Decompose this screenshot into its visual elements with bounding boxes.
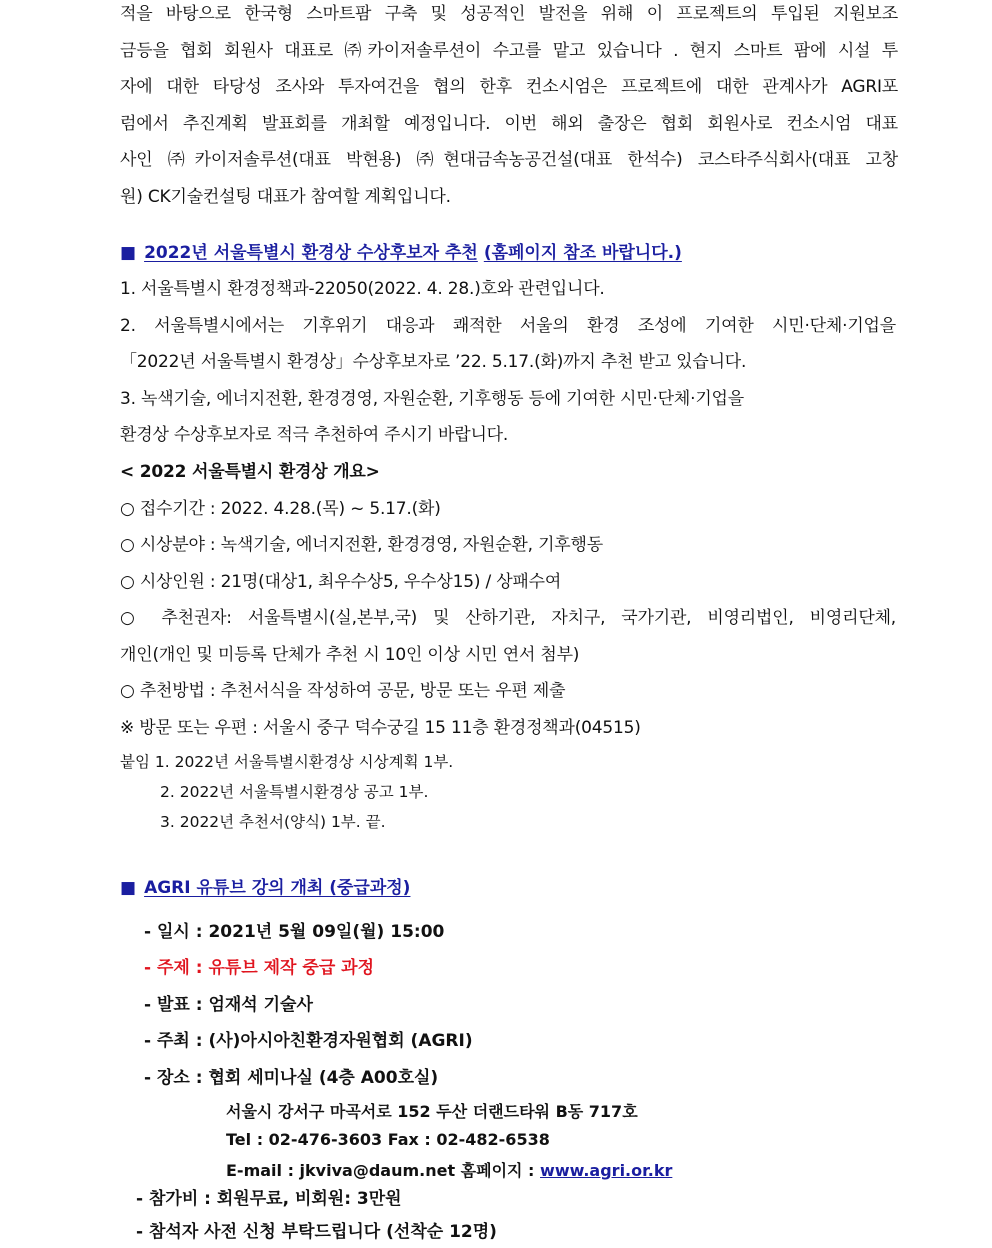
list-item: 2. 서울특별시에서는 기후위기 대응과 쾌적한 서울의 환경 조성에 기여한 시민·단체·기업을 [120, 316, 896, 336]
list-item: 3. 녹색기술, 에너지전환, 환경경영, 자원순환, 기후행동 등에 기여한 시민·단체·기업을 [120, 389, 744, 409]
overview-item: ○ 접수기간 : 2022. 4.28.(목) ~ 5.17.(화) [120, 499, 441, 519]
list-item: 환경상 수상후보자로 적극 추천하여 주시기 바랍니다. [120, 425, 509, 445]
section-heading-youtube-lecture [120, 873, 410, 898]
intro-line: 적을 바탕으로 한국형 스마트팜 구축 및 성공적인 발전을 위해 이 프로젝트의 투입된 지원보조 [120, 4, 898, 24]
venue-address: 서울시 강서구 마곡서로 152 두산 더랜드타워 B동 717호 [226, 1102, 638, 1121]
attachment-item: 3. 2022년 추천서(양식) 1부. 끝. [160, 813, 386, 831]
contact-tel-fax: Tel : 02-476-3603 Fax : 02-482-6538 [226, 1130, 550, 1149]
intro-line: 럼에서 추진계획 발표회를 개최할 예정입니다. 이번 해외 출장은 협회 회원사로 컨소시엄 대표 [120, 113, 898, 134]
list-item: 1. 서울특별시 환경정책과-22050(2022. 4. 28.)호와 관련입니다. [120, 279, 605, 299]
section-note: (홈페이지 참조 바랍니다.) [483, 243, 682, 263]
attachment-item: 2. 2022년 서울특별시환경상 공고 1부. [160, 783, 429, 801]
intro-line: 사인 ㈜카이저솔루션(대표 박현용) ㈜현대금속농공건설(대표 한석수) 코스타주식회사(대표 고창 [120, 150, 898, 171]
section-title: AGRI 유튜브 강의 개최 (중급과정) [144, 878, 411, 898]
contact-email-homepage [226, 1158, 672, 1181]
square-bullet-icon: ■ [120, 243, 137, 263]
event-registration-request: - 참석자 사전 신청 부탁드립니다 (선착순 12명) [136, 1222, 497, 1242]
intro-line: 원) CK기술컨설팅 대표가 참여할 계획입니다. [120, 186, 451, 207]
overview-item: 개인(개인 및 미등록 단체가 추천 시 10인 이상 시민 연서 첨부) [120, 645, 580, 665]
intro-line: 금등을 협회 회원사 대표로 ㈜카이저솔루션이 수고를 맡고 있습니다 . 현지 스마트 팜에 시설 투 [120, 40, 898, 61]
event-venue: - 장소 : 협회 세미나실 (4층 A00호실) [144, 1068, 439, 1088]
square-bullet-icon: ■ [120, 878, 137, 898]
event-host: - 주최 : (사)아시아친환경자원협회 (AGRI) [144, 1031, 473, 1051]
list-item: 「2022년 서울특별시 환경상」수상후보자로 ’22. 5.17.(화)까지 추천 받고 있습니다. [120, 352, 747, 372]
overview-item: ○ 추천권자: 서울특별시(실,본부,국) 및 산하기관, 자치구, 국가기관, 비영리법인, 비영리단체, [120, 608, 896, 628]
intro-paragraph [120, 0, 898, 216]
event-date: - 일시 : 2021년 5월 09일(월) 15:00 [144, 922, 445, 942]
event-fee: - 참가비 : 회원무료, 비회원: 3만원 [136, 1189, 402, 1209]
email-text: E-mail : jkviva@daum.net 홈페이지 : [226, 1161, 541, 1180]
overview-item: ○ 시상분야 : 녹색기술, 에너지전환, 환경경영, 자원순환, 기후행동 [120, 535, 603, 555]
section-title: 2022년 서울특별시 환경상 수상후보자 추천 [144, 243, 478, 263]
section-heading-seoul-award [120, 238, 682, 263]
overview-item: ○ 추천방법 : 추천서식을 작성하여 공문, 방문 또는 우편 제출 [120, 681, 566, 701]
overview-item: ※ 방문 또는 우편 : 서울시 중구 덕수궁길 15 11층 환경정책과(04515) [120, 718, 641, 738]
overview-item: ○ 시상인원 : 21명(대상1, 최우수상5, 우수상15) / 상패수여 [120, 572, 562, 592]
overview-title: < 2022 서울특별시 환경상 개요> [120, 462, 380, 482]
attachment-item: 붙임 1. 2022년 서울특별시환경상 시상계획 1부. [120, 753, 454, 771]
homepage-link[interactable]: www.agri.or.kr [540, 1161, 673, 1180]
intro-line: 자에 대한 타당성 조사와 투자여건을 협의 한후 컨소시엄은 프로젝트에 대한 관계사가 AGRI포 [120, 77, 898, 98]
event-subject: - 주제 : 유튜브 제작 중급 과정 [144, 958, 375, 978]
event-presenter: - 발표 : 엄재석 기술사 [144, 995, 313, 1015]
